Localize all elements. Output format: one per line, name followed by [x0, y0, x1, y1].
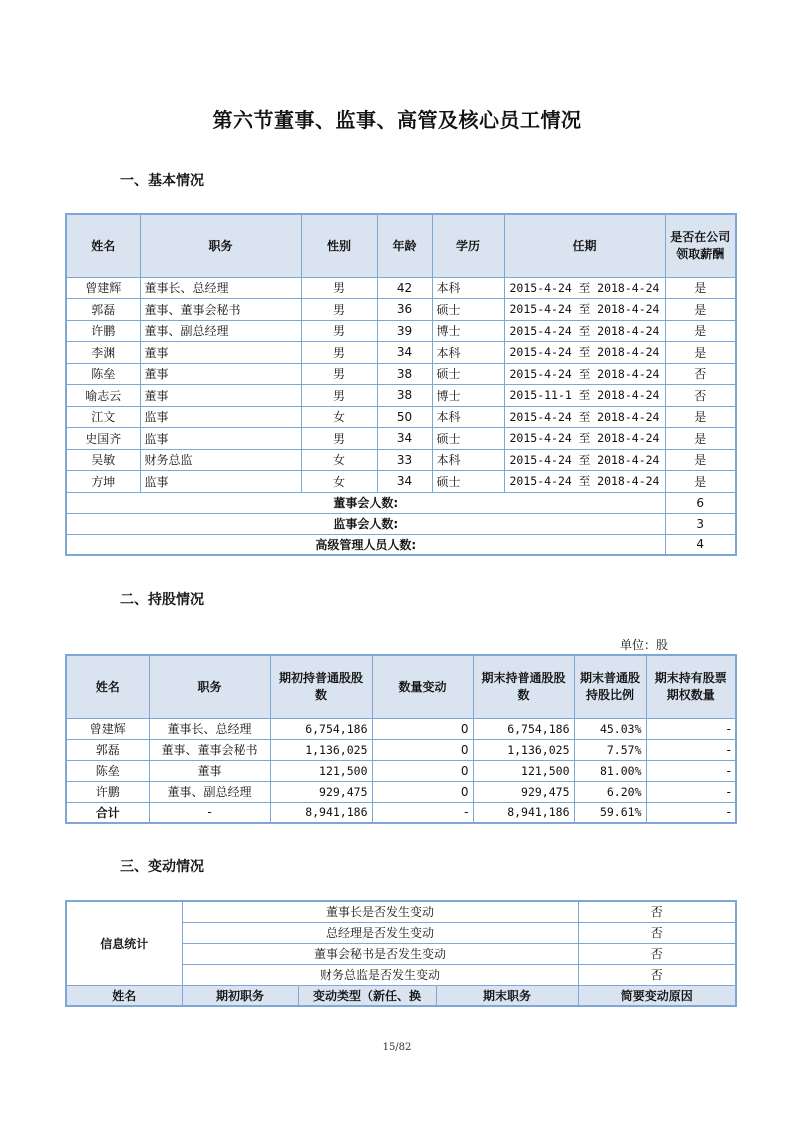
cell-change: 0	[372, 781, 473, 802]
header-gender: 性别	[301, 214, 377, 277]
change-item-label: 董事长是否发生变动	[182, 901, 578, 922]
cell-age: 34	[377, 428, 432, 450]
section-title-changes: 三、变动情况	[120, 859, 204, 875]
header-change-type: 变动类型（新任、换	[298, 985, 436, 1006]
cell-opening-shares: 1,136,025	[270, 739, 372, 760]
cell-gender: 男	[301, 363, 377, 385]
summary-row-management	[66, 534, 736, 555]
cell-closing-shares: 1,136,025	[473, 739, 574, 760]
cell-name: 方坤	[66, 471, 140, 493]
cell-change: 0	[372, 739, 473, 760]
cell-salary: 是	[665, 320, 736, 342]
cell-options: -	[646, 739, 736, 760]
section-title-basic: 一、基本情况	[120, 173, 204, 189]
cell-opening-shares: 6,754,186	[270, 718, 372, 739]
cell-term: 2015-4-24 至 2018-4-24	[504, 363, 665, 385]
cell-position: 董事	[140, 342, 301, 364]
cell-age: 33	[377, 449, 432, 471]
page-title: 第六节董事、监事、高管及核心员工情况	[212, 108, 582, 132]
cell-gender: 男	[301, 320, 377, 342]
cell-term: 2015-4-24 至 2018-4-24	[504, 406, 665, 428]
cell-position: 董事长、总经理	[149, 718, 270, 739]
total-position: -	[149, 802, 270, 823]
cell-name: 许鹏	[66, 320, 140, 342]
cell-name: 郭磊	[66, 299, 140, 321]
cell-term: 2015-4-24 至 2018-4-24	[504, 277, 665, 299]
cell-position: 董事长、总经理	[140, 277, 301, 299]
cell-education: 本科	[432, 449, 504, 471]
section-title-shareholding: 二、持股情况	[120, 592, 204, 608]
cell-name: 曾建辉	[66, 277, 140, 299]
table-row	[66, 299, 736, 321]
header-salary: 是否在公司领取薪酬	[665, 214, 736, 277]
header-position: 职务	[140, 214, 301, 277]
change-item-value: 否	[578, 901, 736, 922]
cell-position: 董事	[140, 363, 301, 385]
cell-position: 财务总监	[140, 449, 301, 471]
cell-opening-shares: 121,500	[270, 760, 372, 781]
cell-education: 本科	[432, 342, 504, 364]
header-options: 期末持有股票期权数量	[646, 655, 736, 718]
cell-name: 曾建辉	[66, 718, 149, 739]
cell-education: 博士	[432, 320, 504, 342]
cell-age: 38	[377, 363, 432, 385]
table-row	[66, 449, 736, 471]
table-row	[66, 718, 736, 739]
cell-education: 硕士	[432, 428, 504, 450]
cell-education: 硕士	[432, 363, 504, 385]
cell-gender: 男	[301, 342, 377, 364]
page-number: 15/82	[382, 1042, 412, 1053]
summary-row-supervisors	[66, 513, 736, 534]
cell-salary: 是	[665, 428, 736, 450]
cell-salary: 是	[665, 406, 736, 428]
cell-options: -	[646, 781, 736, 802]
cell-term: 2015-4-24 至 2018-4-24	[504, 428, 665, 450]
header-closing-position: 期末职务	[436, 985, 578, 1006]
cell-education: 本科	[432, 277, 504, 299]
cell-gender: 男	[301, 277, 377, 299]
cell-gender: 男	[301, 385, 377, 407]
cell-gender: 女	[301, 406, 377, 428]
summary-label: 高级管理人员人数:	[66, 534, 665, 555]
cell-closing-shares: 929,475	[473, 781, 574, 802]
header-position: 职务	[149, 655, 270, 718]
table-row	[66, 428, 736, 450]
cell-term: 2015-4-24 至 2018-4-24	[504, 342, 665, 364]
change-item-label: 总经理是否发生变动	[182, 922, 578, 943]
table-row	[66, 342, 736, 364]
header-opening-shares: 期初持普通股股数	[270, 655, 372, 718]
total-options: -	[646, 802, 736, 823]
total-label: 合计	[66, 802, 149, 823]
cell-name: 吴敏	[66, 449, 140, 471]
header-name: 姓名	[66, 655, 149, 718]
table-row	[66, 385, 736, 407]
cell-position: 董事	[149, 760, 270, 781]
table-row	[66, 781, 736, 802]
summary-label: 监事会人数:	[66, 513, 665, 534]
cell-name: 陈垒	[66, 363, 140, 385]
cell-salary: 是	[665, 299, 736, 321]
cell-education: 硕士	[432, 299, 504, 321]
change-item-value: 否	[578, 964, 736, 985]
header-education: 学历	[432, 214, 504, 277]
cell-salary: 是	[665, 449, 736, 471]
cell-salary: 是	[665, 342, 736, 364]
cell-name: 江文	[66, 406, 140, 428]
cell-closing-shares: 6,754,186	[473, 718, 574, 739]
total-opening: 8,941,186	[270, 802, 372, 823]
cell-education: 博士	[432, 385, 504, 407]
cell-salary: 是	[665, 471, 736, 493]
cell-term: 2015-4-24 至 2018-4-24	[504, 299, 665, 321]
table-row	[66, 320, 736, 342]
cell-term: 2015-4-24 至 2018-4-24	[504, 471, 665, 493]
summary-value: 6	[665, 492, 736, 513]
cell-age: 42	[377, 277, 432, 299]
basic-info-table	[65, 213, 737, 556]
cell-name: 史国齐	[66, 428, 140, 450]
table-row	[66, 471, 736, 493]
cell-position: 监事	[140, 406, 301, 428]
cell-salary: 否	[665, 363, 736, 385]
table-row	[66, 739, 736, 760]
cell-age: 34	[377, 471, 432, 493]
header-ratio: 期末普通股持股比例	[574, 655, 646, 718]
cell-position: 监事	[140, 428, 301, 450]
total-closing: 8,941,186	[473, 802, 574, 823]
cell-ratio: 6.20%	[574, 781, 646, 802]
change-item-label: 董事会秘书是否发生变动	[182, 943, 578, 964]
cell-closing-shares: 121,500	[473, 760, 574, 781]
header-name: 姓名	[66, 985, 182, 1006]
cell-gender: 男	[301, 299, 377, 321]
changes-table	[65, 900, 737, 1007]
cell-options: -	[646, 760, 736, 781]
cell-age: 36	[377, 299, 432, 321]
cell-gender: 男	[301, 428, 377, 450]
shareholding-header	[66, 655, 736, 718]
total-ratio: 59.61%	[574, 802, 646, 823]
cell-age: 50	[377, 406, 432, 428]
cell-ratio: 7.57%	[574, 739, 646, 760]
cell-name: 许鹏	[66, 781, 149, 802]
header-term: 任期	[504, 214, 665, 277]
header-reason: 简要变动原因	[578, 985, 736, 1006]
cell-age: 34	[377, 342, 432, 364]
header-closing-shares: 期末持普通股股数	[473, 655, 574, 718]
cell-gender: 女	[301, 449, 377, 471]
summary-value: 4	[665, 534, 736, 555]
cell-opening-shares: 929,475	[270, 781, 372, 802]
cell-position: 董事	[140, 385, 301, 407]
cell-ratio: 81.00%	[574, 760, 646, 781]
cell-age: 39	[377, 320, 432, 342]
cell-position: 监事	[140, 471, 301, 493]
header-name: 姓名	[66, 214, 140, 277]
unit-label: 单位：股	[620, 638, 669, 652]
table-row	[66, 277, 736, 299]
cell-name: 郭磊	[66, 739, 149, 760]
info-stat-label: 信息统计	[66, 901, 182, 985]
summary-label: 董事会人数:	[66, 492, 665, 513]
header-age: 年龄	[377, 214, 432, 277]
cell-name: 喻志云	[66, 385, 140, 407]
header-change: 数量变动	[372, 655, 473, 718]
cell-change: 0	[372, 760, 473, 781]
cell-ratio: 45.03%	[574, 718, 646, 739]
summary-row-board	[66, 492, 736, 513]
cell-options: -	[646, 718, 736, 739]
cell-term: 2015-4-24 至 2018-4-24	[504, 449, 665, 471]
shareholding-table	[65, 654, 737, 824]
total-change: -	[372, 802, 473, 823]
changes-header	[66, 985, 736, 1006]
cell-gender: 女	[301, 471, 377, 493]
cell-term: 2015-11-1 至 2018-4-24	[504, 385, 665, 407]
cell-change: 0	[372, 718, 473, 739]
change-item-value: 否	[578, 922, 736, 943]
cell-salary: 是	[665, 277, 736, 299]
cell-education: 本科	[432, 406, 504, 428]
header-opening-position: 期初职务	[182, 985, 298, 1006]
cell-term: 2015-4-24 至 2018-4-24	[504, 320, 665, 342]
cell-position: 董事、董事会秘书	[149, 739, 270, 760]
cell-name: 陈垒	[66, 760, 149, 781]
cell-salary: 否	[665, 385, 736, 407]
cell-position: 董事、董事会秘书	[140, 299, 301, 321]
cell-position: 董事、副总经理	[149, 781, 270, 802]
cell-position: 董事、副总经理	[140, 320, 301, 342]
summary-value: 3	[665, 513, 736, 534]
basic-info-header	[66, 214, 736, 277]
change-item-label: 财务总监是否发生变动	[182, 964, 578, 985]
table-row	[66, 363, 736, 385]
cell-education: 硕士	[432, 471, 504, 493]
change-item-value: 否	[578, 943, 736, 964]
change-item-row	[66, 901, 736, 922]
cell-name: 李渊	[66, 342, 140, 364]
table-row	[66, 406, 736, 428]
table-row	[66, 760, 736, 781]
shareholding-total-row	[66, 802, 736, 823]
cell-age: 38	[377, 385, 432, 407]
